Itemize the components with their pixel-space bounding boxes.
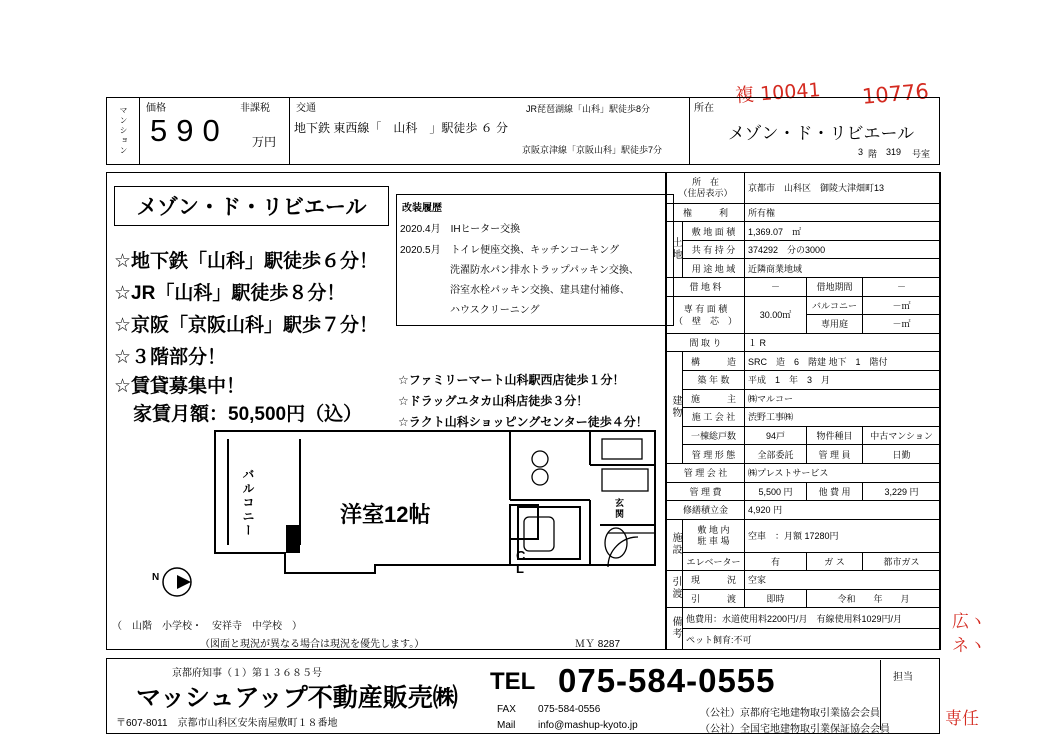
compass-label: N — [152, 572, 160, 583]
room-no: 319 — [886, 147, 902, 157]
footer-tel: 075-584-0555 — [558, 662, 776, 699]
footer-address: 〒607-8011 京都市山科区安朱南屋敷町１８番地 — [116, 718, 338, 729]
row-value-structure: SRC 造 6 階建 地下 1 階付 — [745, 352, 941, 371]
footer-fax: 075-584-0556 — [538, 704, 601, 715]
row-value-parking: 空車 ：月額 17280円 — [745, 519, 941, 552]
room-unit: 号室 — [912, 149, 931, 159]
bullet-3: ☆京阪「京阪山科」駅歩７分！ — [114, 315, 379, 336]
side-label-building: 建物 — [667, 352, 683, 464]
plan-code: ＭＹ 8287 — [575, 639, 621, 650]
room-label: 洋室12帖 — [340, 502, 431, 527]
bullet-4: ☆３階部分！ — [114, 347, 227, 368]
row-label-otherfee: 他 費 用 — [807, 482, 863, 501]
row-label-propertytype: 物件種目 — [807, 426, 863, 445]
handwritten-top-note2: 10776 — [861, 79, 930, 109]
renovation-line-3: 洗濯防水パン排水トラップパッキン交換、 — [400, 265, 639, 276]
row-label-address: 所 在 （住居表示） — [667, 173, 745, 204]
bullet-5: ☆賃貸募集中！ — [114, 376, 246, 397]
mansion-label-cell — [106, 97, 140, 165]
bullet-6: 家賃月額：50,500円（込） — [114, 404, 363, 425]
row-label-mgmtfee: 管 理 費 — [667, 482, 745, 501]
row-value-balcony: －㎡ — [863, 296, 941, 315]
row-value-status: 空家 — [745, 571, 941, 590]
handwritten-side3: 専任 — [945, 709, 979, 729]
price-cell — [140, 97, 290, 165]
row-value-mgmtfee: 5,500 円 — [745, 482, 807, 501]
row-value-propertytype: 中古マンション — [863, 426, 941, 445]
building-name-header: メゾン・ド・リビエール — [728, 124, 915, 143]
row-label-elevator: エレベーター — [683, 552, 745, 571]
row-value-otherfees-note: 他費用：水道使用料2200円/月 有線使用料1029円/月 — [683, 608, 941, 629]
nearby-2: ☆ドラッグユタカ山科店徒歩３分！ — [398, 394, 589, 408]
nearby-3: ☆ラクト山科ショッピングセンター徒歩４分！ — [398, 415, 648, 429]
footer-assoc1: （公社）京都府宅地建物取引業協会会員 — [700, 708, 880, 719]
row-value-handover: 即時 — [745, 589, 807, 608]
row-label-repairfund: 修繕積立金 — [667, 501, 745, 520]
footer-assoc2: （公社）全国宅地建物取引業保証協会会員 — [700, 724, 890, 735]
access-cell — [290, 97, 690, 165]
handwritten-side2: ネヽ — [952, 636, 986, 656]
row-label-status: 現 況 — [683, 571, 745, 590]
row-value-gas: 都市ガス — [863, 552, 941, 571]
row-label-handover: 引 渡 — [683, 589, 745, 608]
floor-unit: 階 — [868, 149, 878, 159]
row-value-layout: １ R — [745, 333, 941, 352]
row-value-constructor: 渋野工事㈱ — [745, 408, 941, 427]
row-label-exclusivearea: 専 有 面 積 （ 壁 芯 ） — [667, 296, 745, 333]
row-value-right: 所有権 — [745, 203, 941, 222]
footer-mail: info@mashup-kyoto.jp — [538, 720, 638, 731]
row-value-address: 京都市 山科区 御陵大津畑町13 — [745, 173, 941, 204]
bullet-2: ☆JR「山科」駅徒歩８分！ — [114, 283, 346, 304]
balcony-label: バルコニー — [241, 468, 255, 538]
row-value-age: 平成 1 年 3 月 — [745, 370, 941, 389]
address-cell — [690, 97, 940, 165]
row-value-handover-date: 令和 年 月 — [807, 589, 941, 608]
row-value-share: 374292 分の3000 — [745, 240, 941, 259]
row-value-developer: ㈱マルコー — [745, 389, 941, 408]
row-value-elevator: 有 — [745, 552, 807, 571]
row-label-totalunits: 一棟総戸数 — [683, 426, 745, 445]
footer-license: 京都府知事（１）第１３６８５号 — [172, 668, 322, 679]
row-label-leasefee: 借 地 料 — [667, 278, 745, 297]
row-value-mgmtcompany: ㈱プレストサービス — [745, 463, 941, 482]
row-value-repairfund: 4,920 円 — [745, 501, 941, 520]
footer-company: マッシュアップ不動産販売㈱ — [136, 684, 458, 712]
row-label-landarea: 敷 地 面 積 — [683, 222, 745, 241]
price-value: 590 — [150, 113, 229, 148]
row-value-manager: 日勤 — [863, 445, 941, 464]
row-label-constructor: 施 工 会 社 — [683, 408, 745, 427]
handwritten-side1: 広ヽ — [952, 612, 986, 632]
footer-staff-label: 担当 — [893, 672, 913, 683]
side-label-facility: 施設 — [667, 519, 683, 570]
row-value-landarea: 1,369.07 ㎡ — [745, 222, 941, 241]
row-label-structure: 構 造 — [683, 352, 745, 371]
footer-tel-label: TEL — [490, 668, 536, 695]
tax-label: 非課税 — [240, 102, 270, 114]
row-label-gas: ガ ス — [807, 552, 863, 571]
access-label: 交通 — [296, 103, 316, 114]
details-table — [666, 172, 940, 650]
renovation-line-4: 浴室水栓パッキン交換、建具建付補修、 — [400, 285, 630, 296]
bullet-1: ☆地下鉄「山科」駅徒歩６分！ — [114, 251, 379, 272]
row-value-mgmtform: 全部委託 — [745, 445, 807, 464]
row-label-zoning: 用 途 地 域 — [683, 259, 745, 278]
access-note1: JR琵琶湖線「山科」駅徒歩8分 — [526, 104, 651, 114]
price-label: 価格 — [146, 102, 166, 114]
school-note: （ 山階 小学校・ 安祥寺 中学校 ） — [112, 621, 302, 632]
floor-value: 3 — [858, 147, 864, 157]
footer-mail-label: Mail — [497, 720, 516, 731]
renovation-title: 改装履歴 — [402, 203, 442, 214]
row-label-age: 築 年 数 — [683, 370, 745, 389]
footer-staff-box — [880, 660, 938, 730]
row-value-privategarden: －㎡ — [863, 315, 941, 334]
renovation-line-1: 2020.4月 IHヒーター交換 — [400, 224, 521, 235]
row-label-leaseterm: 借地期間 — [807, 278, 863, 297]
row-value-zoning: 近隣商業地域 — [745, 259, 941, 278]
genkan-label: 玄関 — [614, 498, 624, 520]
side-label-remarks: 備考 — [667, 608, 683, 650]
nearby-1: ☆ファミリーマート山科駅西店徒歩１分！ — [398, 373, 625, 387]
closet-label: C L — [516, 548, 526, 576]
row-value-leaseterm: － — [863, 278, 941, 297]
row-value-leasefee: － — [745, 278, 807, 297]
row-label-right: 権 利 — [667, 203, 745, 222]
row-value-totalunits: 94戸 — [745, 426, 807, 445]
mansion-label: マンション — [119, 106, 128, 156]
row-label-layout: 間 取 り — [667, 333, 745, 352]
renovation-line-2: 2020.5月 トイレ便座交換、キッチンコーキング — [400, 245, 620, 256]
row-label-manager: 管 理 員 — [807, 445, 863, 464]
handwritten-top-note: 複 10041 — [734, 79, 822, 107]
row-label-developer: 施 主 — [683, 389, 745, 408]
plan-note: （図面と現況が異なる場合は現況を優先します。） — [200, 639, 425, 650]
row-value-pet-note: ペット飼育:不可 — [683, 629, 941, 650]
row-value-otherfee: 3,229 円 — [863, 482, 941, 501]
renovation-line-5: ハウスクリーニング — [400, 305, 540, 316]
address-label: 所在 — [694, 103, 714, 114]
row-value-exclusivearea: 30.00㎡ — [745, 296, 807, 333]
row-label-share: 共 有 持 分 — [683, 240, 745, 259]
side-label-handover: 引渡 — [667, 571, 683, 608]
footer-fax-label: FAX — [497, 704, 516, 715]
property-title: メゾン・ド・リビエール — [136, 196, 367, 219]
price-unit: 万円 — [252, 135, 277, 149]
access-note2: 京阪京津線「京阪山科」駅徒歩7分 — [522, 145, 663, 155]
side-label-land: 土地 — [667, 222, 683, 278]
row-label-privategarden: 専用庭 — [807, 315, 863, 334]
row-label-parking: 敷 地 内 駐 車 場 — [683, 519, 745, 552]
row-label-mgmtcompany: 管 理 会 社 — [667, 463, 745, 482]
access-line1: 地下鉄 東西線「 山科 」駅徒歩 ６ 分 — [294, 121, 509, 135]
row-label-balcony: バルコニー — [807, 296, 863, 315]
row-label-mgmtform: 管 理 形 態 — [683, 445, 745, 464]
